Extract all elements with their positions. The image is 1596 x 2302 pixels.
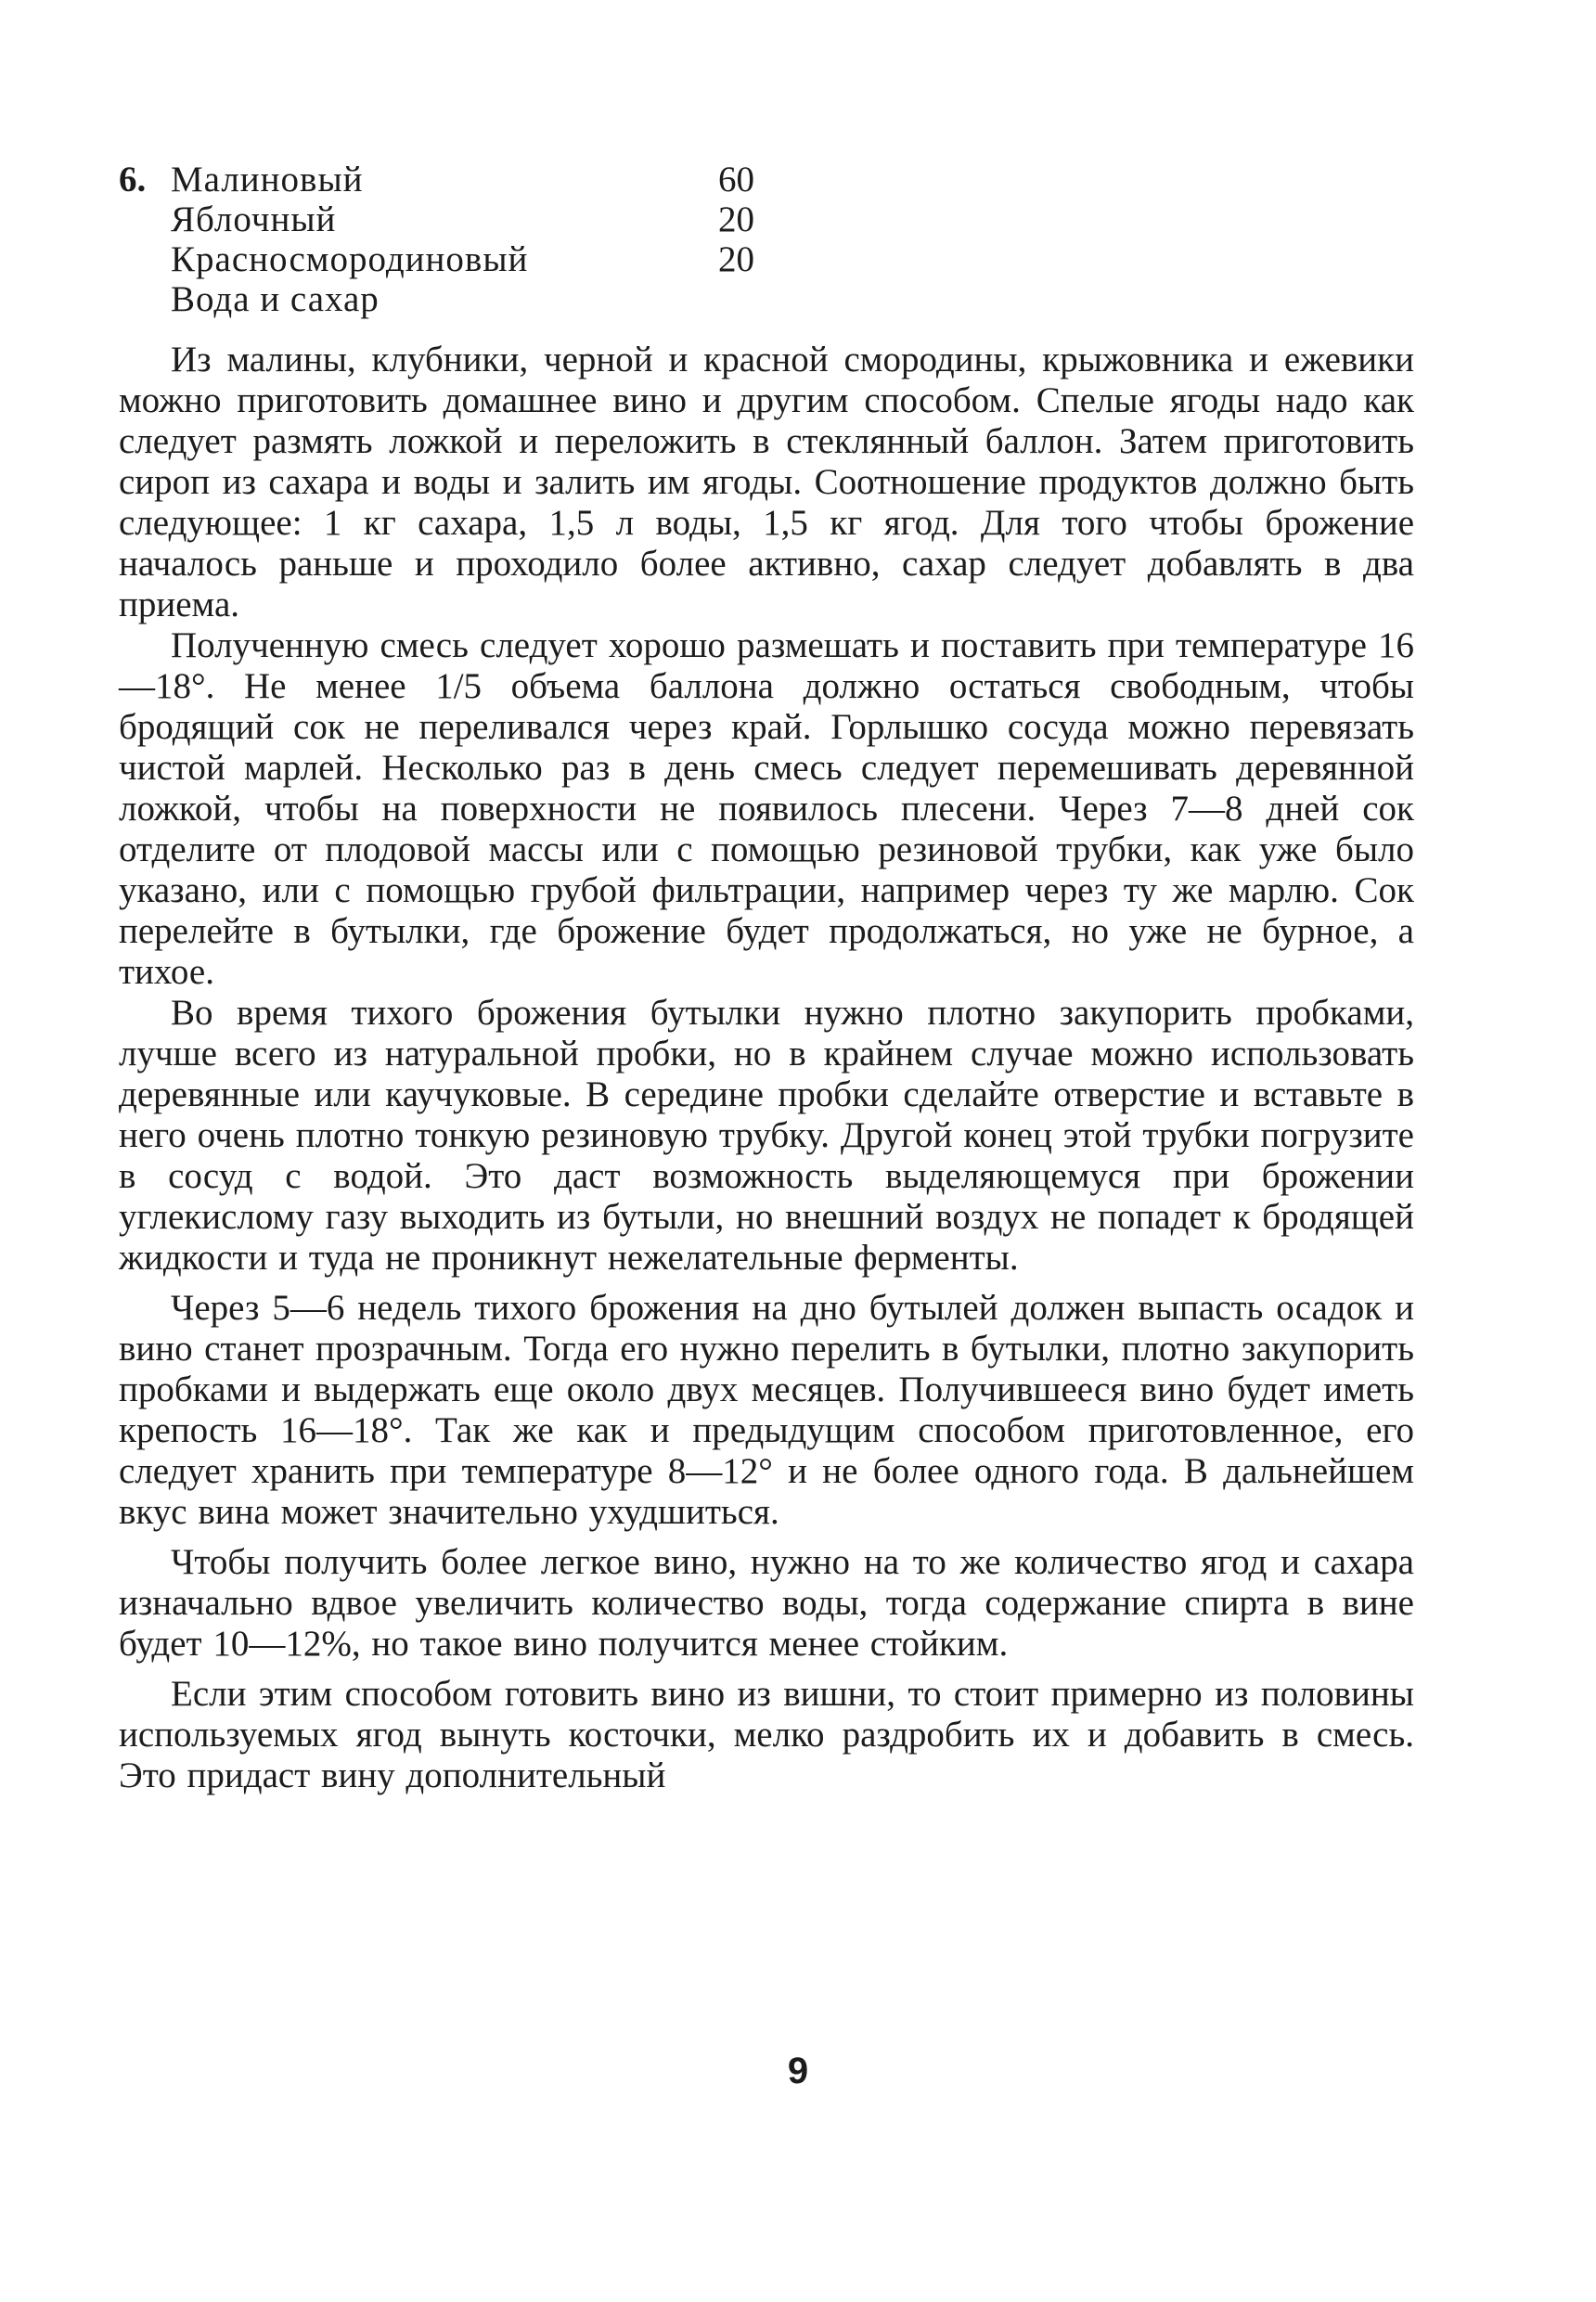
recipe-row — [119, 239, 1414, 279]
page-content — [119, 160, 1414, 1796]
recipe-list — [119, 160, 1414, 319]
paragraph: Через 5—6 недель тихого брожения на дно бутылей должен выпасть осадок и вино станет прозрачным. Тогда его нужно перелить в бутылки, плотно закупорить пробками и выдержать еще около двух месяцев. Получившееся вино будет иметь крепость 16—18°. Так же как и предыдущим способом приготовленное, его следует хранить при температуре 8—12° и не более одного года. В дальнейшем вкус вина может значительно ухудшиться. — [119, 1288, 1414, 1532]
recipe-row — [119, 199, 1414, 239]
paragraph: Полученную смесь следует хорошо размешать и поставить при температуре 16—18°. Не менее 1/5 объема баллона должно остаться свободным, чтобы бродящий сок не переливался через край. Горлышко сосуда можно перевязать чистой марлей. Несколько раз в день смесь следует перемешивать деревянной ложкой, чтобы на поверхности не появилось плесени. Через 7—8 дней сок отделите от плодовой массы или с помощью резиновой трубки, как уже было указано, или с помощью грубой фильтрации, например через ту же марлю. Сок перелейте в бутылки, где брожение будет продолжаться, но уже не бурное, а тихое. — [119, 625, 1414, 992]
recipe-row — [119, 160, 1414, 199]
page-number: 9 — [787, 2051, 809, 2091]
recipe-item-value: 20 — [718, 199, 754, 239]
paragraph: Чтобы получить более легкое вино, нужно на то же количество ягод и сахара изначально вдвое увеличить количество воды, тогда содержание спирта в вине будет 10—12%, но такое вино получится менее стойким. — [119, 1542, 1414, 1664]
recipe-item-name: Яблочный — [171, 199, 337, 239]
recipe-item-value: 60 — [718, 160, 754, 199]
recipe-item-name: Малиновый — [171, 160, 364, 199]
paragraph: Если этим способом готовить вино из вишни, то стоит примерно из половины используемых ягод вынуть косточки, мелко раздробить их и добавить в смесь. Это придаст вину дополнительный — [119, 1674, 1414, 1795]
recipe-number: 6. — [119, 160, 147, 199]
recipe-row — [119, 279, 1414, 319]
paragraph: Из малины, клубники, черной и красной смородины, крыжовника и ежевики можно приготовить домашнее вино и другим способом. Спелые ягоды надо как следует размять ложкой и переложить в стеклянный баллон. Затем приготовить сироп из сахара и воды и залить им ягоды. Соотношение продуктов должно быть следующее: 1 кг сахара, 1,5 л воды, 1,5 кг ягод. Для того чтобы брожение началось раньше и проходило более активно, сахар следует добавлять в два приема. — [119, 340, 1414, 624]
recipe-item-value: 20 — [718, 239, 754, 279]
recipe-item-name: Вода и сахар — [171, 279, 380, 319]
paragraph: Во время тихого брожения бутылки нужно плотно закупорить пробками, лучше всего из натуральной пробки, но в крайнем случае можно использовать деревянные или каучуковые. В середине пробки сделайте отверстие и вставьте в него очень плотно тонкую резиновую трубку. Другой конец этой трубки погрузите в сосуд с водой. Это даст возможность выделяющемуся при брожении углекислому газу выходить из бутыли, но внешний воздух не попадет к бродящей жидкости и туда не проникнут нежелательные ферменты. — [119, 993, 1414, 1278]
recipe-item-name: Красносмородиновый — [171, 239, 529, 279]
